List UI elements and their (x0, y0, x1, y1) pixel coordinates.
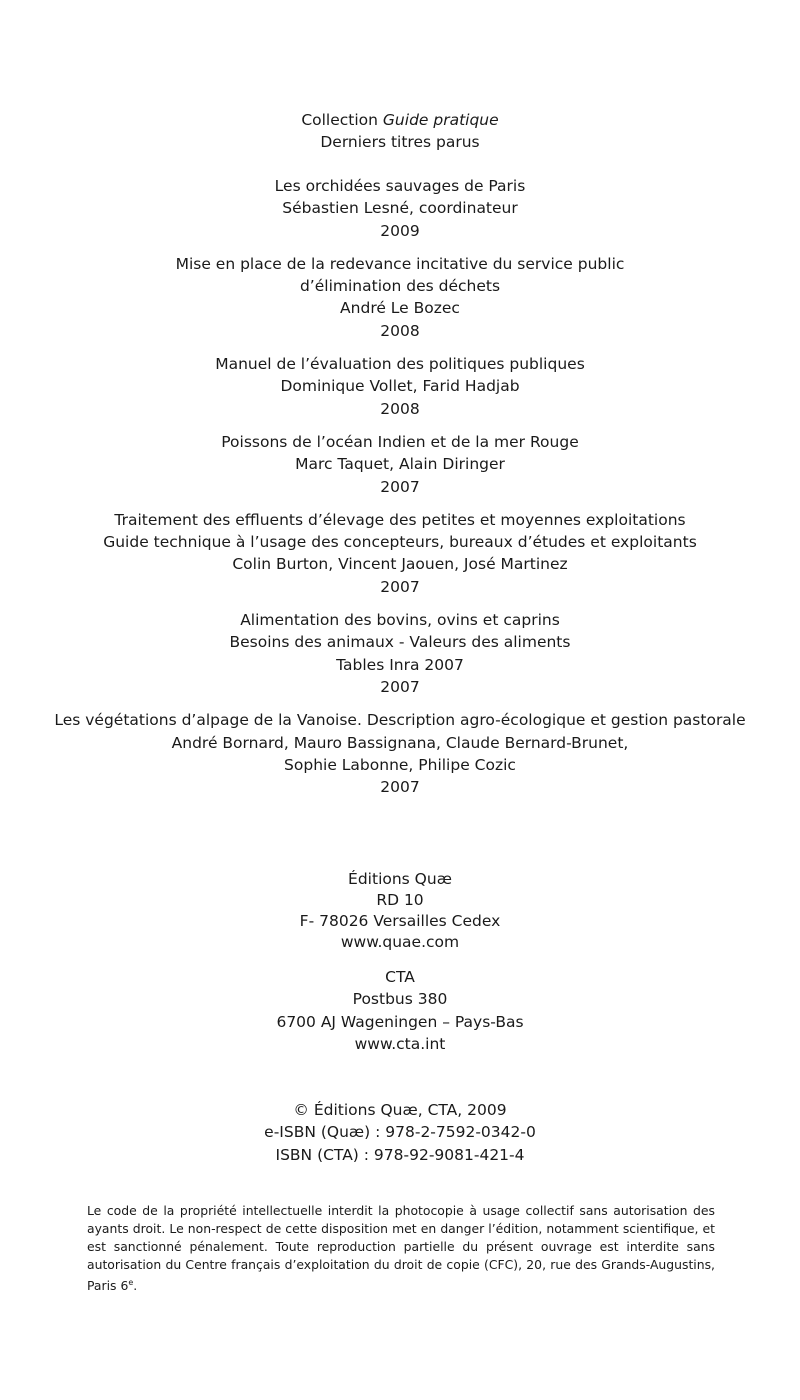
legal-text: Le code de la propriété intellectuelle interdit la photocopie à usage collectif sans autorisation des ayants droit. Le non-respect de cette disposition met en danger l’édition, notamment scientifique, et est sanctionné pénalement. Toute reproduction partielle du présent ouvrage est interdite sans autorisation du Centre français d’exploitation du droit de copie (CFC), 20, rue des Grands-Augustins, Paris 6 (87, 1203, 715, 1293)
legal-notice (87, 1202, 715, 1295)
title-year: 2007 (380, 577, 420, 596)
title-line: Alimentation des bovins, ovins et caprins (240, 611, 560, 630)
title-author: Colin Burton, Vincent Jaouen, José Martinez (232, 555, 568, 574)
title-year: 2008 (380, 321, 420, 340)
eisbn: e-ISBN (Quæ) : 978-2-7592-0342-0 (264, 1123, 536, 1142)
title-year: 2008 (380, 399, 420, 418)
publisher-name: CTA (385, 968, 415, 986)
isbn: ISBN (CTA) : 978-92-9081-421-4 (275, 1145, 525, 1164)
collection-header (0, 109, 800, 154)
publisher-name: Éditions Quæ (348, 870, 452, 888)
title-line: Guide technique à l’usage des concepteurs, bureaux d’études et exploitants (103, 533, 697, 552)
titles-list (0, 175, 800, 809)
title-line: Mise en place de la redevance incitative du service public (175, 254, 625, 273)
title-year: 2007 (380, 477, 420, 496)
copyright-notice: © Éditions Quæ, CTA, 2009 (293, 1101, 507, 1119)
title-entry (0, 609, 800, 698)
title-line: Tables Inra 2007 (336, 655, 464, 674)
title-author: Sébastien Lesné, coordinateur (282, 199, 518, 218)
title-line: Poissons de l’océan Indien et de la mer Rouge (221, 432, 579, 451)
collection-line (0, 109, 800, 131)
legal-superscript: e (128, 1278, 134, 1287)
publisher-address: F- 78026 Versailles Cedex (299, 912, 501, 930)
title-year: 2009 (380, 221, 420, 240)
title-year: 2007 (380, 677, 420, 696)
collection-subtitle: Derniers titres parus (320, 133, 480, 152)
title-author: André Le Bozec (340, 299, 460, 318)
title-author: Dominique Vollet, Farid Hadjab (280, 377, 520, 396)
title-author: Marc Taquet, Alain Diringer (295, 455, 505, 474)
title-entry (0, 709, 800, 798)
publisher-website: www.quae.com (340, 933, 460, 951)
publisher-address: Postbus 380 (352, 990, 448, 1009)
title-entry (0, 175, 800, 242)
copyright-block (0, 1099, 800, 1166)
title-line: d’élimination des déchets (299, 277, 501, 296)
title-line: Traitement des effluents d’élevage des petites et moyennes exploitations (114, 510, 686, 529)
title-line: Manuel de l’évaluation des politiques publiques (215, 355, 585, 374)
publisher-quae (0, 869, 800, 953)
publisher-website: www.cta.int (354, 1034, 446, 1053)
title-entry (0, 509, 800, 598)
collection-name: Guide pratique (382, 111, 499, 129)
title-author: André Bornard, Mauro Bassignana, Claude Bernard-Brunet, (171, 733, 629, 752)
title-line: Les végétations d’alpage de la Vanoise. Description agro-écologique et gestion pastorale (54, 711, 746, 730)
publisher-address: RD 10 (376, 891, 424, 909)
publisher-cta (0, 966, 800, 1055)
title-line: Besoins des animaux - Valeurs des aliments (229, 633, 571, 652)
title-entry (0, 353, 800, 420)
collection-prefix: Collection (301, 111, 383, 129)
publisher-address: 6700 AJ Wageningen – Pays-Bas (276, 1012, 524, 1031)
publisher-addresses (0, 869, 800, 1055)
legal-end: . (133, 1278, 138, 1293)
title-author: Sophie Labonne, Philipe Cozic (284, 755, 516, 774)
title-entry (0, 431, 800, 498)
title-year: 2007 (380, 778, 420, 797)
title-line: Les orchidées sauvages de Paris (274, 177, 526, 195)
title-entry (0, 253, 800, 342)
